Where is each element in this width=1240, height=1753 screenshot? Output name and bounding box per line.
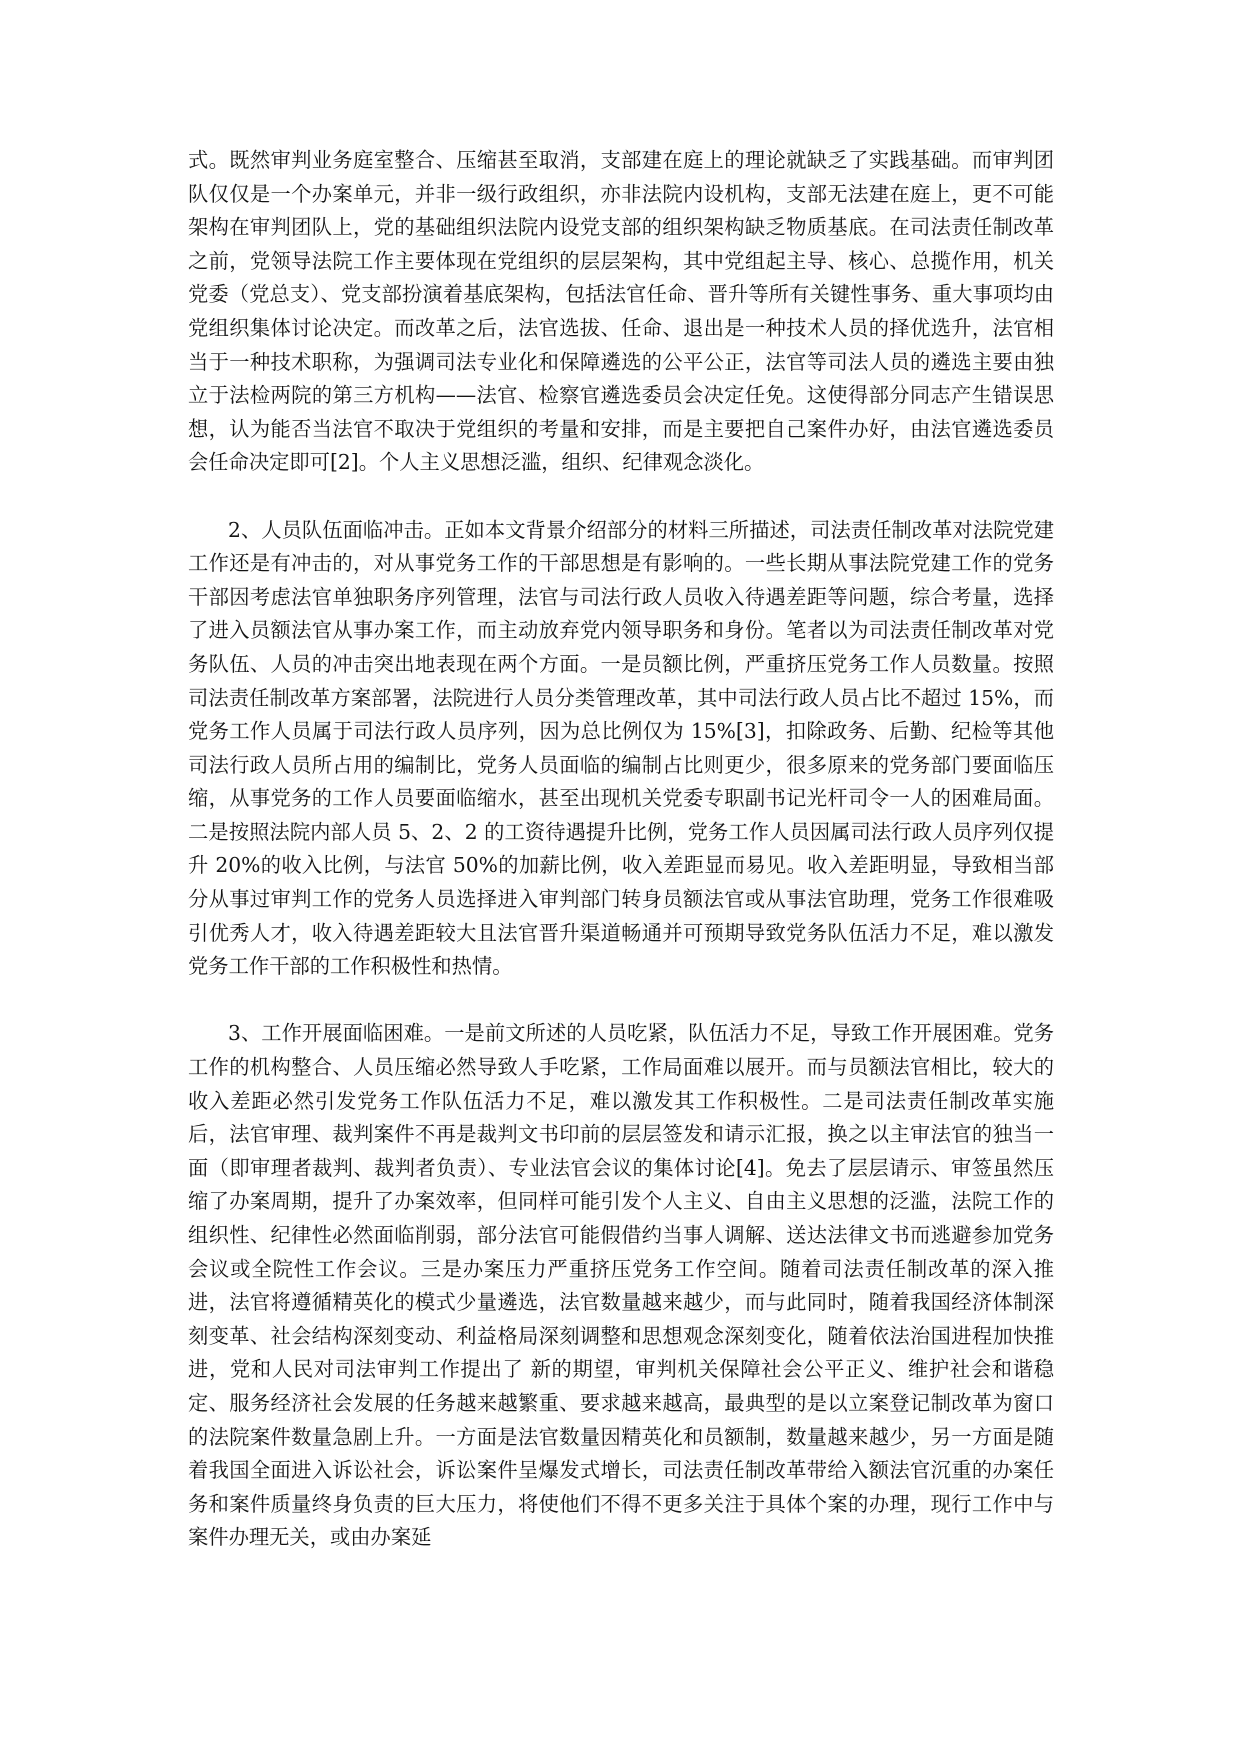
document-body [188,144,1054,1555]
paragraph-personnel-impact: 2、人员队伍面临冲击。正如本文背景介绍部分的材料三所描述，司法责任制改革对法院党建工作还是有冲击的，对从事党务工作的干部思想是有影响的。一些长期从事法院党建工作的党务干部因考虑法官单独职务序列管理，法官与司法行政人员收入待遇差距等问题，综合考量，选择了进入员额法官从事办案工作，而主动放弃党内领导职务和身份。笔者以为司法责任制改革对党务队伍、人员的冲击突出地表现在两个方面。一是员额比例，严重挤压党务工作人员数量。按照司法责任制改革方案部署，法院进行人员分类管理改革，其中司法行政人员占比不超过 15%，而党务工作人员属于司法行政人员序列，因为总比例仅为 15%[3]，扣除政务、后勤、纪检等其他司法行政人员所占用的编制比，党务人员面临的编制占比则更少，很多原来的党务部门要面临压缩，从事党务的工作人员要面临缩水，甚至出现机关党委专职副书记光杆司令一人的困难局面。二是按照法院内部人员 5、2、2 的工资待遇提升比例，党务工作人员因属司法行政人员序列仅提升 20%的收入比例，与法官 50%的加薪比例，收入差距显而易见。收入差距明显，导致相当部分从事过审判工作的党务人员选择进入审判部门转身员额法官或从事法官助理，党务工作很难吸引优秀人才，收入待遇差距较大且法官晋升渠道畅通并可预期导致党务队伍活力不足，难以激发党务工作干部的工作积极性和热情。 [188,517,1054,979]
paragraph-continuation: 式。既然审判业务庭室整合、压缩甚至取消，支部建在庭上的理论就缺乏了实践基础。而审判团队仅仅是一个办案单元，并非一级行政组织，亦非法院内设机构，支部无法建在庭上，更不可能架构在审判团队上，党的基础组织法院内设党支部的组织架构缺乏物质基底。在司法责任制改革之前，党领导法院工作主要体现在党组织的层层架构，其中党组起主导、核心、总揽作用，机关党委（党总支）、党支部扮演着基底架构，包括法官任命、晋升等所有关键性事务、重大事项均由党组织集体讨论决定。而改革之后，法官选拔、任命、退出是一种技术人员的择优选升，法官相当于一种技术职称，为强调司法专业化和保障遴选的公平公正，法官等司法人员的遴选主要由独立于法检两院的第三方机构——法官、检察官遴选委员会决定任免。这使得部分同志产生错误思想，认为能否当法官不取决于党组织的考量和安排，而是主要把自己案件办好，由法官遴选委员会任命决定即可[2]。个人主义思想泛滥，组织、纪律观念淡化。 [188,148,1054,475]
paragraph-work-difficulties: 3、工作开展面临困难。一是前文所述的人员吃紧，队伍活力不足，导致工作开展困难。党务工作的机构整合、人员压缩必然导致人手吃紧，工作局面难以展开。而与员额法官相比，较大的收入差距必然引发党务工作队伍活力不足，难以激发其工作积极性。二是司法责任制改革实施后，法官审理、裁判案件不再是裁判文书印前的层层签发和请示汇报，换之以主审法官的独当一面（即审理者裁判、裁判者负责）、专业法官会议的集体讨论[4]。免去了层层请示、审签虽然压缩了办案周期，提升了办案效率，但同样可能引发个人主义、自由主义思想的泛滥，法院工作的组织性、纪律性必然面临削弱，部分法官可能假借约当事人调解、送达法律文书而逃避参加党务会议或全院性工作会议。三是办案压力严重挤压党务工作空间。随着司法责任制改革的深入推进，法官将遵循精英化的模式少量遴选，法官数量越来越少，而与此同时，随着我国经济体制深刻变革、社会结构深刻变动、利益格局深刻调整和思想观念深刻变化，随着依法治国进程加快推进，党和人民对司法审判工作提出了 新的期望，审判机关保障社会公平正义、维护社会和谐稳定、服务经济社会发展的任务越来越繁重、要求越来越高，最典型的是以立案登记制改革为窗口的法院案件数量急剧上升。一方面是法官数量因精英化和员额制，数量越来越少，另一方面是随着我国全面进入诉讼社会，诉讼案件呈爆发式增长，司法责任制改革带给入额法官沉重的办案任务和案件质量终身负责的巨大压力，将使他们不得不更多关注于具体个案的办理，现行工作中与案件办理无关，或由办案延 [188,1021,1054,1550]
